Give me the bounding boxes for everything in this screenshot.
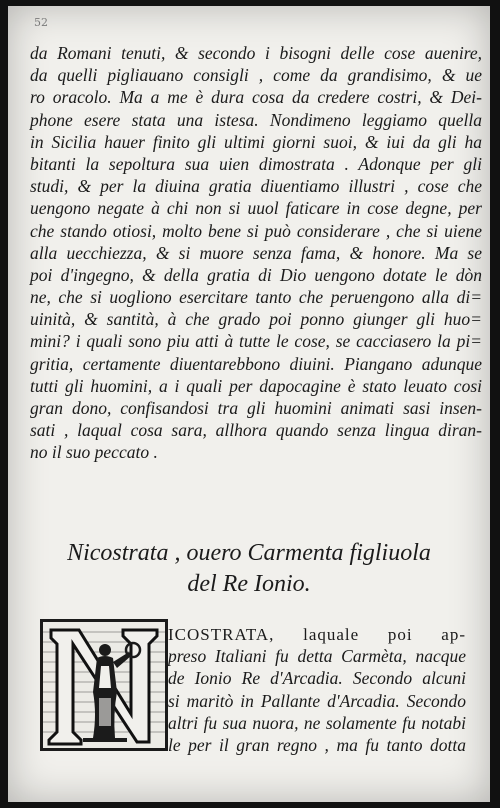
decorated-initial-n-icon — [43, 622, 165, 748]
text-line: mini? i quali sono piu atti à tutte le cose, se cacciasero la pi= — [30, 331, 482, 352]
text-line: poi d'ingegno, & della gratia di Dio uengono dotate le dòn — [30, 264, 482, 285]
body-paragraph — [30, 42, 482, 464]
text-line: altri fu sua nuora, ne solamente fu notabi — [168, 712, 466, 733]
chapter-heading-line-1: Nicostrata , ouero Carmenta figliuola — [67, 540, 431, 566]
text-line: preso Italiani fu detta Carmèta, nacque — [168, 646, 466, 667]
text-line: gritia, certamente diuentarebbono diuini. Piangano adunque — [30, 353, 482, 374]
text-line: sati , laqual cosa sara, allhora quando senza lingua diran- — [30, 420, 482, 441]
decorated-initial — [40, 619, 168, 751]
text-line: che stando otiosi, molto bene si può considerare , che si uiene — [30, 220, 482, 241]
text-line: ro oracolo. Ma a me è dura cosa da credere costri, & Dei- — [30, 87, 482, 108]
text-line: uinità, & santità, à che grado poi ponno giunger gli huo= — [30, 309, 482, 330]
text-line: in Sicilia hauer finito gli ultimi giorni suoi, & iui da gli ha — [30, 131, 482, 152]
chapter-body — [168, 623, 466, 756]
text-line: de Ionio Re d'Arcadia. Secondo alcuni — [168, 668, 466, 689]
chapter-heading-line-2: del Re Ionio. — [187, 571, 311, 597]
text-line: tutti gli huomini, a i quali per dapocagine è stato leuato cosi — [30, 375, 482, 396]
book-page — [8, 6, 490, 802]
text-line: alla uecchiezza, & si muore senza fama, & honore. Ma se — [30, 242, 482, 263]
section-first-line: ICOSTRATA, laquale poi ap- — [168, 625, 466, 644]
text-line: no il suo peccato . — [30, 442, 158, 463]
page-number: 52 — [34, 16, 48, 29]
text-line: da quelli pigliauano consigli , come da grandisimo, & ue — [30, 65, 482, 86]
text-line: ne, che si uogliono esercitare tanto che peruengono alla di= — [30, 287, 482, 308]
text-line: uengono negate à chi non si uuol faticare in cose degne, per — [30, 198, 482, 219]
text-line: si maritò in Pallante d'Arcadia. Secondo — [168, 690, 466, 711]
text-line: gran dono, confisandosi tra gli huomini animati sasi insen- — [30, 398, 482, 418]
text-line: studi, & per la diuina gratia diuentiamo illustri , cose che — [30, 176, 482, 197]
text-line: da Romani tenuti, & secondo i bisogni delle cose auenire, — [30, 43, 482, 63]
text-line: bitanti la sepoltura sua uien dimostrata . Adonque per gli — [30, 153, 482, 174]
text-line: phone esere stata una istesa. Nondimeno leggiamo quella — [30, 109, 482, 130]
text-line: le per il gran regno , ma fu tanto dotta — [168, 734, 466, 755]
